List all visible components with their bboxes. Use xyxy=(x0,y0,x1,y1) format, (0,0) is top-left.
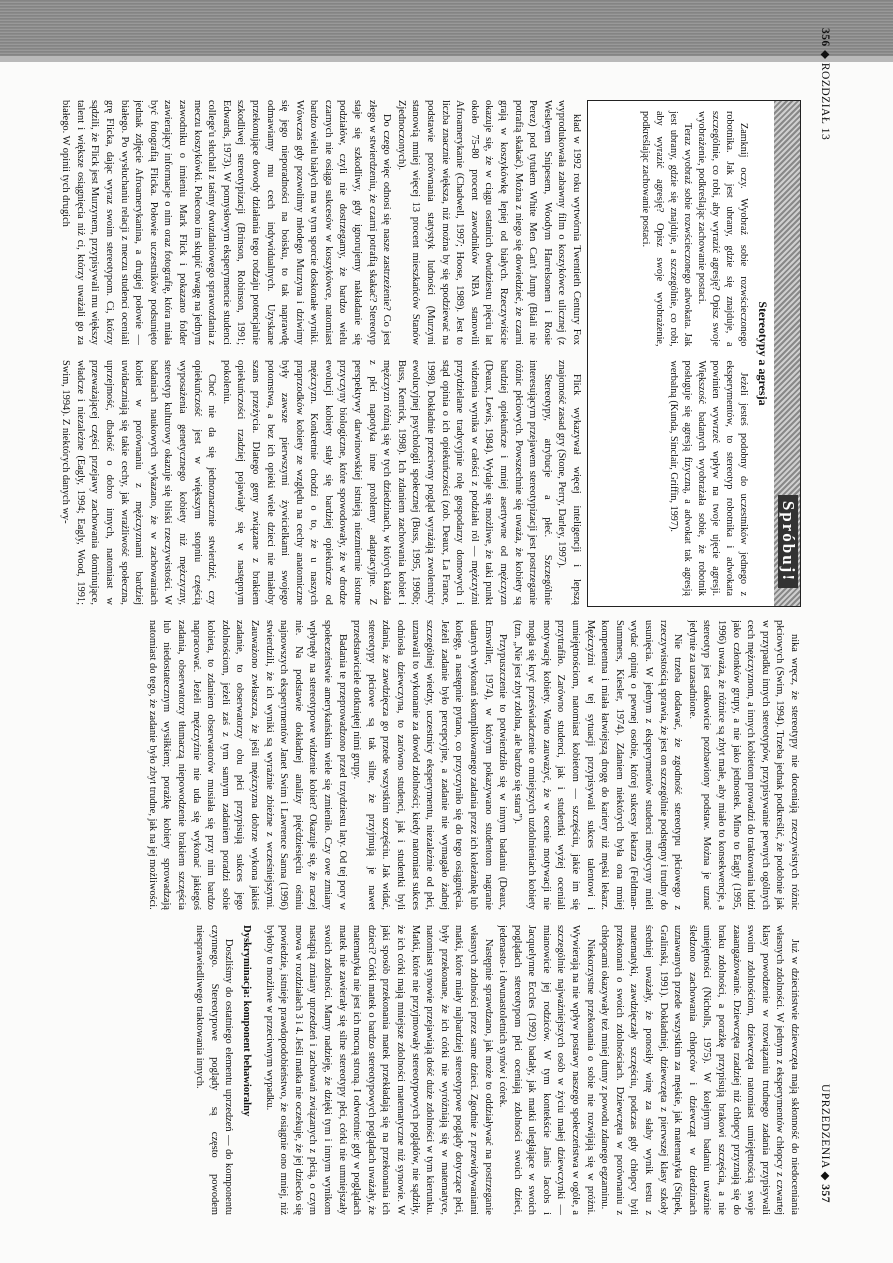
try-it-box xyxy=(587,100,801,607)
box-paragraph: Teraz wyobraź sobie rozwścieczonego adwokata. Jak jest ubrany, gdzie się znajduje, a szczególnie, co robi, aby wyrazić agresję? Opisz swoje wyobrażenie, podkreślając zachowanie postaci. xyxy=(640,111,693,347)
box-paragraph: Zamknij oczy. Wyobraź sobie rozwścieczonego robotnika. Jak jest ubrany, gdzie się znajduje, a szczególnie, co robi, aby wyrazić agresję? Opisz swoje wyobrażenie, podkreślając zachowanie postaci. xyxy=(696,111,749,347)
body-paragraph: kład w 1992 roku wytwórnia Twentieth Century Fox wyprodukowała zabawny film o koszykówce ulicznej (z Wesleyem Snipesem, Woodym Harrelsonem i Rosie Perez) pod tytułem White Men Can't Jump (Biali nie potrafią skakać). Można z niego się dowiedzieć, że czarni grają w koszykówkę lepiej od białych. Rzeczywiście okazuje się, że w ciągu ostatnich dwudziestu pięciu lat około 75-80 procent zawodników NBA stanowili Afroamerykanie (Chadwell, 1997; Hoose, 1989). Jest to liczba znacznie większa, niż można by się spodziewać na podstawie porównania statystyk ludności (Murzyni stanowią mniej więcej 13 procent mieszkańców Stanów Zjednoczonych). xyxy=(395,100,582,345)
diamond-icon: ◆ xyxy=(819,1171,831,1185)
body-paragraph: Do czego więc odnosi się nasze zastrzeżenie? Co jest złego w stwierdzeniu, że czarni potrafią skakać? Stereotyp staje się szkodliwy, gdy ignorujemy nakładanie się podziałów, czyli nie dostrzegamy, że bardzo wielu czarnych nie osiąga sukcesów w koszykówce, natomiast bardzo wielu białych ma w tym sporcie doskonałe wyniki. Wówczas gdy pozwolimy młodego Murzyna i dziwimy się jego nieporadności na boisku, to tak naprawdę odmawiamy mu cech indywidualnych. Uzyskane przekonujące dowody działania tego rodzaju potencjalnie szkodliwej stereotypizacji (Brinson, Robinson, 1991; Edwards, 1973). W pomysłowym eksperymencie studenci college'u słuchali z taśmy dwuzdaniowego sprawozdania z meczu koszykówki. Polecono im skupić uwagę na jednym zawodniku o imieniu Mark Flick i pokazano folder zawierający informacje o nim oraz fotografię, która miała być fotografią Flicka. Połowie uczestników podsunięto jednak zdjęcie Afroamerykanina, a drugiej połowie — białego. Po wysłuchaniu relacji z meczu studenci oceniali grę Flicka, dając wyraz swoim stereotypom. Ci, którzy sądzili, że Flick jest Murzynem, przypisywali mu większy talent i większe osiągnięcia niż ci, którzy uważali go za białego. W opinii tych drugich xyxy=(60,100,393,345)
body-paragraph: Choć nie da się jednoznacznie stwierdzić, czy opiekuńczość jest w większym stopniu częścią wyposażenia genetycznego kobiety niż mężczyzny, stereotyp kulturowy okazuje się bliski rzeczywistości. W badaniach naukowych wykazano, że w zachowaniach kobiet w porównaniu z mężczyznami bardziej uwidaczniają się takie cechy, jak wrażliwość społeczna, uprzejmość, dbałość o dobro innych, natomiast w przeważającej części przejawy zachowania dominujące, władcze i niezależne (Eagly, 1994; Eagly, Wood, 1991; Swim, 1994). Z niektórych danych wy- xyxy=(60,360,218,605)
left-page-number: 356 xyxy=(819,28,831,47)
section-heading: Dyskryminacja: komponent behawioralny xyxy=(241,925,253,1117)
right-page-column-1 xyxy=(21,620,801,910)
body-paragraph: Przypuszczenie to potwierdziło się w innym badaniu (Deaux, Emswiller, 1974), w którym pokazywano studentom nagranie udanych wykonań skomplikowanego zadania przez ich koleżankę lub kolegę, a następnie pytano, co przyczyniło się do tego osiągnięcia. Jeżeli zadanie było percepcyjne, a zadanie nie wymagało żadnej szczególnej wiedzy, uczestnicy eksperymentu, niezależnie od płci, uznawali to wykonanie za dowód zdolności; kiedy natomiast sukces odniosła dziewczyna, to zarówno studenci, jak i studentki byli zdania, że zawdzięcza go przede wszystkim szczęściu. Jak widać, stereotypy płciowe są tak silne, że przyjmują je nawet przedstawiciele dotkniętej nimi grupy. xyxy=(351,620,509,910)
right-running-header xyxy=(819,1084,833,1203)
box-label: Spróbuj! xyxy=(778,495,798,588)
body-paragraph: Niekorzystne przekonania o sobie nie rozwijają się w próżni. Wywierają na nie wpływ postawy naszego społeczeństwa w ogóle, a szczególnie najważniejszych osób w życiu małej dziewczynki — mianowicie jej rodziców. W tym kontekście Janis Jacobs i Jacquelynne Eccles (1992) badały, jak matki uległające w swoich poglądach stereotypom płci oceniają zdolności swoich dzieci, jedenasto- i dwunastoletnich synów i córek. xyxy=(497,925,596,1215)
box-heading: Stereotypy a agresja xyxy=(756,301,770,406)
body-paragraph: nika wręcz, że stereotypy nie doceniają rzeczywistych różnic płciowych (Swim, 1994). Trzeba jednak podkreślić, że podobnie jak w przypadku innych stereotypów, przypisywanie pewnych ogólnych cech mężczyznom, a innych kobietom prowadzi do traktowania ludzi jako członków grupy, a nie jako jednostek. Mino to Eagly (1995, 1996) uważa, że różnice są zbyt małe, aby miało to konsekwencje, a stereotyp jest całkowicie pozbawiony podstaw. Można je uznać jedynie za uzasadnione. xyxy=(686,620,800,910)
body-paragraph: Nie trzeba dodawać, że zgodność stereotypu płciowego z rzeczywistością sprawia, że jest on szczególnie podstępny i trudny do usunięcia. W jednym z eksperymentów studenci medycyny mieli wydać opinię o pewnej osobie, której sukcesy lekarza (Feldman-Summers, Kiesler, 1974). Zdaniem niektórych była ona mniej kompetentna i miała łatwiejszą drogę do kariery niż męski lekarz. Mężczyźni w tej sytuacji przypisywali sukces talentowi i umiejętnościom, natomiast kobietom — szczęściu, jakie im się przytrafiło. Zarówno studenci, jak i studentki wyżej oceniali motywację kobiety. Warto zauważyć, że w ocenie motywacji nie mogła się kryć przeświadczenie o mniejszych uzdolnieniach kobiety (tzn. „Nie jest zbyt zdolna, ale bardzo się stara”). xyxy=(511,620,684,910)
body-paragraph: Już w dzieciństwie dziewczęta mają skłonność do niedoceniania własnych zdolności. W jednym z eksperymentów chłopcy z czwartej klasy powodzenie w rozwiązaniu trudnego zadania przypisywali swoim zdolnościom, dziewczęta natomiast umiejętnością swoje zaaangażowanie. Dziewczęta rzadziej niż chłopcy przyznają się do braku zdolności, a porażkę przypisują brakowi szczęścia, a nie umiejętności (Nicholls, 1975). W kolejnym badaniu uważnie śledzono zachowania chłopców i dziewcząt w dziedzinach uznawanych przede wszystkim za męskie, jak matematyka (Stipek, Gralinski, 1991). Dokładniej, dziewczęta z pierwszej klasy szkoły średniej uważały, że ponosiły winę za słaby wynik testu z matematyki, zawdzięczały szczęściu, podczas gdy chłopcy byli przekonani o swoich zdolnościach. Dziewczęta w porównaniu z chłopcami okazywały też mniej dumy z powodu zdanego egzaminu. xyxy=(599,925,800,1215)
left-page-column-1 xyxy=(23,100,583,345)
diamond-icon: ◆ xyxy=(819,50,831,63)
right-page-number: 357 xyxy=(819,1184,831,1203)
box-paragraph: Jeżeli jesteś podobny do uczestników jednego z eksperymentów, to stereotyp robotnika i adwokata powinien wywrzeć wpływ na twoje ujęcie agresji. Większość badanych wyobrażała sobie, że robotnik posługuje się agresją fizyczną, a adwokat tak agresją werbalną (Kunda, Sinclair, Griffin, 1997). xyxy=(668,360,749,596)
body-paragraph: Następnie sprawdzano, jak może to oddziaływać na postrzeganie własnych zdolności przez same dzieci. Zgodnie z przewidywaniami matki, które miały najbardziej stereotypowe poglądy dotyczące płci, były przekonane, że ich córki nie wyróżniają się w matematyce, natomiast synowie przejawiają dość duże zdolności w tym kierunku. Matki, które nie przyjmowały stereotypowych poglądów, nie sądziły, że ich córki mają mniejsze zdolności matematyczne niż synowie. W jaki sposób przekonania matek przekładają się na przekonania ich dzieci? Córki matek o bardzo stereotypowych poglądach uważały, że matematyka nie jest ich mocną stroną. I odwrotnie: gdy w poglądach matek nie zawierały się silne stereotypy płci, córki nie umniejszały swoich zdolności. Mamy nadzieję, że dzięki tym i innym wynikom nastąpią zmiany uprzedzeń i zachowań związanych z płcią, o czym mowa w rozdziałach 3 i 4. Jeśli matka nie oczekuje, że jej dziecko się powiedzie, istnieje prawdopodobieństwo, że osiągnie ono mniej, niż byłoby to możliwe w przeciwnym wypadku. xyxy=(263,925,494,1215)
left-running-header xyxy=(819,28,833,140)
body-paragraph: Flick wykazywał więcej inteligencji i lepszą znajomość zasad gry (Stone, Perry, Darley, 1997). xyxy=(556,360,582,605)
body-paragraph: Doszliśmy do ostatniego elementu uprzedzeń — do komponentu czynnego. Stereotypowe poglądy są często powodem niesprawiedliwego traktowania innych. xyxy=(194,925,235,1215)
right-chapter-title: UPRZEDZENIA xyxy=(819,1084,831,1169)
body-paragraph: Badania te przeprowadzono przed trzydziestu laty. Od tej pory w społeczeństwie amerykańskim wiele się zmieniło. Czy owe zmiany wpłynęły na stereotypowe widzenie kobiet? Okazuje się, że raczej nie. Na podstawie dokładnej analizy pięćdziesięciu ośmiu najnowszych eksperymentów Janet Swim i Lawrence Sanna (1996) stwierdzili, że ich wyniki są wyraźnie zbieżne z wcześniejszymi. Zauważono zwłaszcza, że jeśli mężczyzna dobrze wykona jakieś zadanie, to obserwatorzy obu płci przypisują sukces jego zdolnościom, jeżeli zaś z tym samym zadaniem poradzi sobie kobieta, to zdaniem obserwatorów musiała się przy nim bardzo napracować. Jeżeli mężczyźnie nie uda się wykonać jakiegoś zadania, obserwatorzy tłumaczą niepowodzenie brakiem szczęścia lub niedostatecznym wysiłkiem; porażkę kobiety sprowadzają natomiast do tego, że zadanie było zbyt trudne, jak na jej możliwości. xyxy=(146,620,348,910)
left-page-column-2 xyxy=(23,360,583,605)
box-text xyxy=(638,111,750,596)
body-paragraph: Stereotypy, atrybucje a płeć. Szczególnie interesującym przejawem stereotypizacji jest postrzeganie różnic płciowych. Powszechnie się uważa, że kobiety są bardziej opiekuńcze i mniej asertywne od mężczyzn (Deaux, Lewis, 1984). Wydaje się możliwe, że taki punkt widzenia wynika w całości z podziału ról — mężczyźni przydzielane tradycyjnie rolę gospodarzy domowych i stąd opinia o ich opiekuńczości (zob. Deaux, La France, 1998). Dokładnie przeciwny pogląd wyrażają zwolennicy ewolucyjnej psychologii społecznej (Buss, 1995, 1996b; Buss, Kenrick, 1998). Ich zdaniem zachowania kobiet i mężczyzn różnią się w tych dziedzinach, w których każda z płci napotyka inne problemy adaptacyjne. Z perspektywy darwinowskiej istnieją niezmiernie istotne przyczyny biologiczne, które spowodowały, że w drodze ewolucji kobiety stały się bardziej opiekuńcze od mężczyzn. Konkretnie chodzi o to, że u naszych praprzodków kobiety ze względu na cechy anatomiczne były zawsze pierwszymi żywicielkami swojego potomstwa, a bez ich opieki wiele dzieci nie miałoby szans przeżycia. Dlatego geny związane z brakiem opiekuńczości rzadziej pojawiały się w następnym pokoleniu. xyxy=(220,360,553,605)
left-chapter-title: ROZDZIAŁ 13 xyxy=(819,62,831,141)
right-page-column-2 xyxy=(21,925,801,1215)
